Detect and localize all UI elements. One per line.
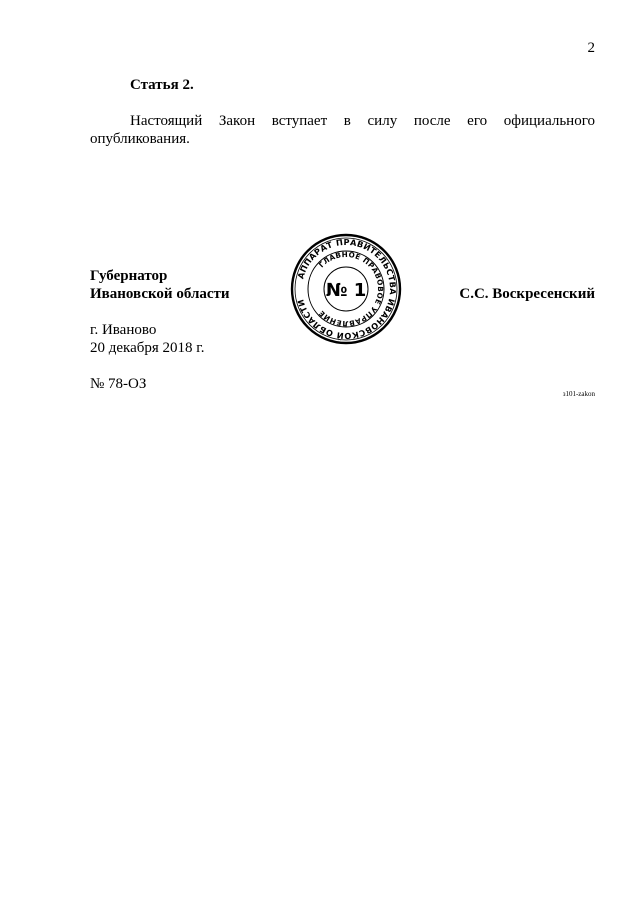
article-title: Статья 2.: [130, 77, 194, 93]
page-number: 2: [587, 40, 595, 56]
signatory-region: Ивановской области: [90, 286, 230, 302]
date: 20 декабря 2018 г.: [90, 340, 205, 356]
law-number: № 78-ОЗ: [90, 376, 147, 392]
signatory-title: Губернатор: [90, 268, 168, 284]
document-code: з101-zakon: [562, 390, 595, 398]
official-seal-stamp: [290, 233, 402, 345]
city: г. Иваново: [90, 322, 157, 338]
seal-outer-text: АППАРАТ ПРАВИТЕЛЬСТВА ИВАНОВСКОЙ ОБЛАСТИ: [295, 236, 399, 342]
signatory-name: С.С. Воскресенский: [459, 286, 595, 302]
seal-inner-text: ГЛАВНОЕ ПРАВОВОЕ УПРАВЛЕНИЕ: [316, 249, 386, 329]
article-text-line1: Настоящий Закон вступает в силу после его официального: [130, 113, 595, 129]
seal-number: № 1: [325, 280, 367, 301]
article-text-line2: опубликования.: [90, 131, 190, 147]
